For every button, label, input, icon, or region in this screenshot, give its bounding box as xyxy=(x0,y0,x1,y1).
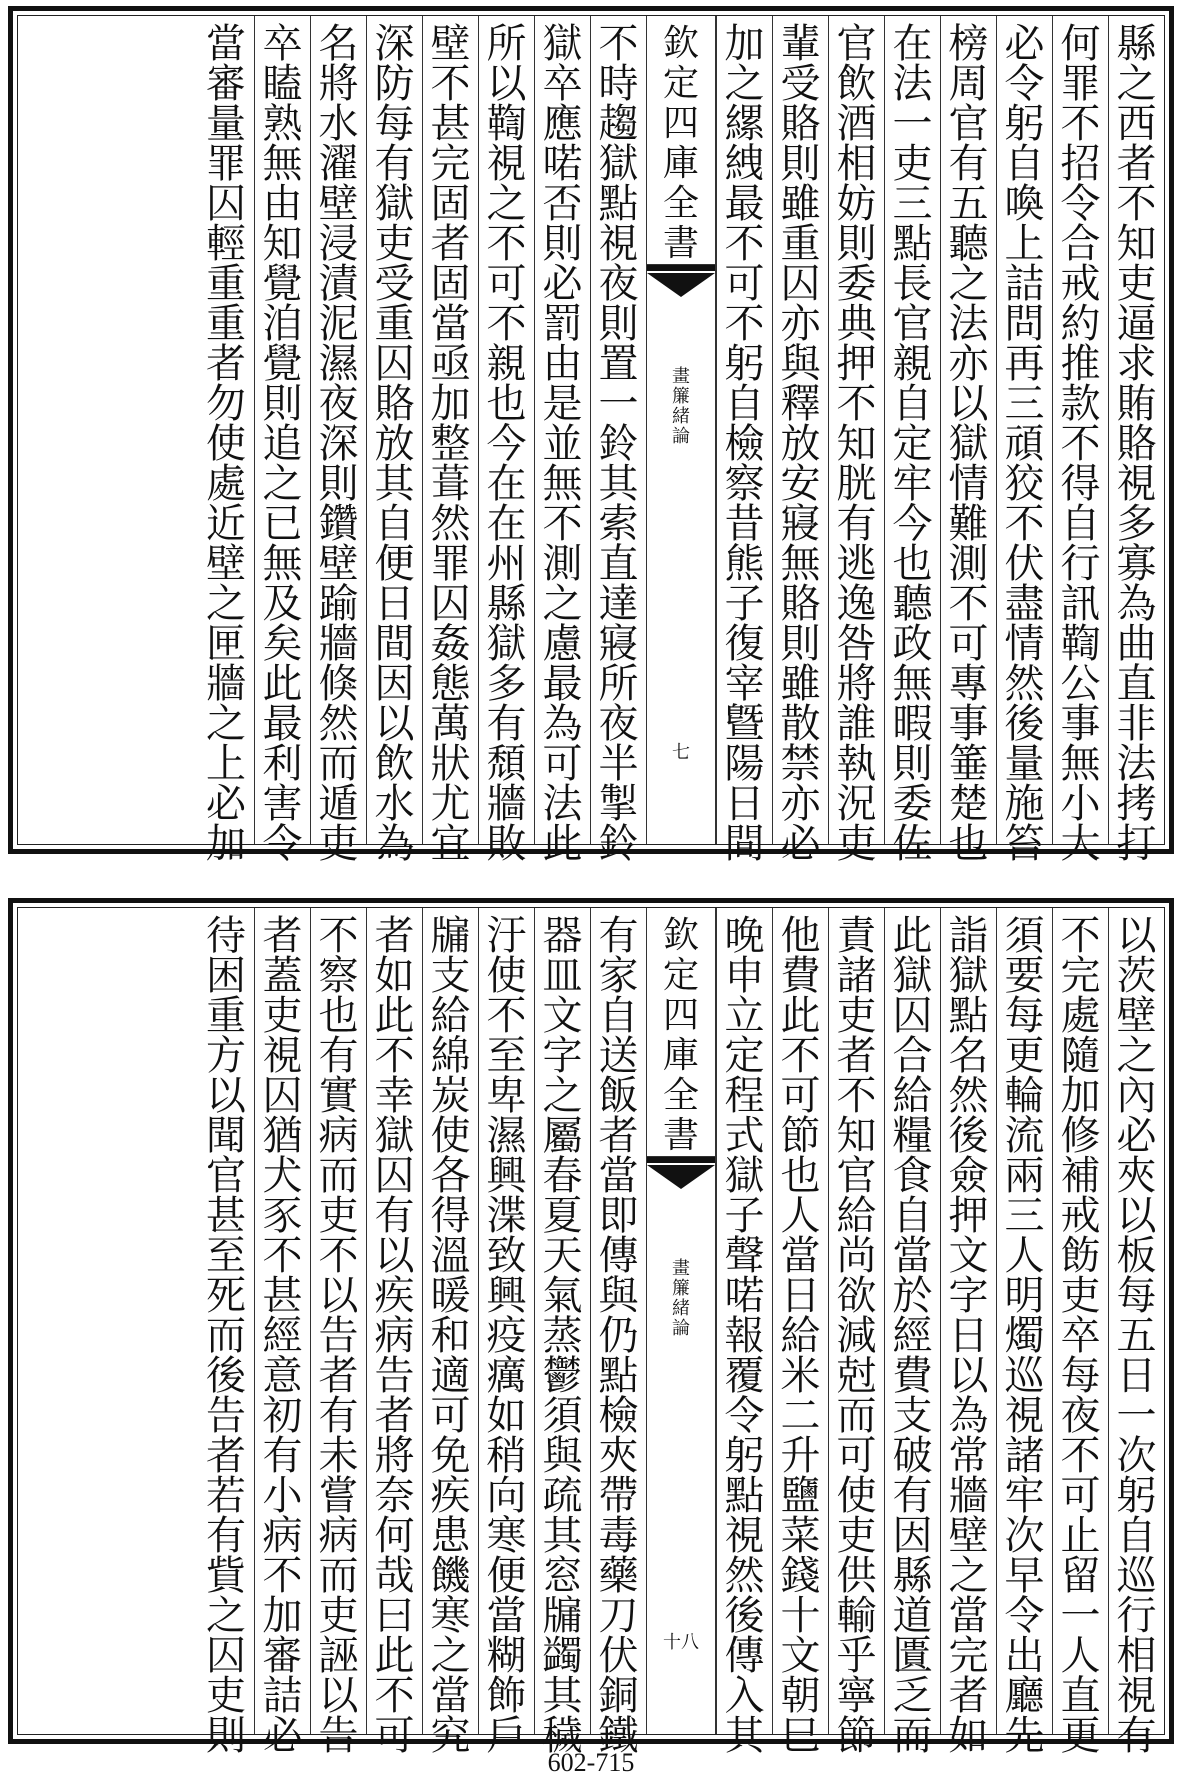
center-gutter xyxy=(646,16,716,844)
text-column: 加 之 縲 絏 最 不 可 不 躬 自 檢 察 昔 熊 子 復 宰 曁 陽 日 間 xyxy=(716,16,772,844)
book-title: 欽 定 四 庫 全 書 xyxy=(647,908,715,1157)
text-column: 待 困 重 方 以 聞 官 甚 至 死 而 後 告 者 若 有 貲 之 囚 吏 則 xyxy=(206,913,246,1759)
text-column: 深 防 每 有 獄 吏 受 重 囚 賂 放 其 自 便 日 間 因 以 飲 水 為 xyxy=(366,16,422,844)
fishtail-bar xyxy=(647,265,715,271)
text-column: 壁 不 甚 完 固 者 固 當 亟 加 整 葺 然 罪 囚 姦 態 萬 狀 尤 宜 xyxy=(422,16,478,844)
top-page-columns xyxy=(17,15,1165,867)
text-column: 以 茨 壁 之 內 必 夾 以 板 每 五 日 一 次 躬 自 巡 行 相 視 有 xyxy=(1108,908,1164,1734)
text-column: 不 完 處 隨 加 修 補 戒 飭 吏 卒 每 夜 不 可 止 留 一 人 直 更 xyxy=(1052,908,1108,1734)
text-column: 名 將 水 濯 壁 浸 漬 泥 濕 夜 深 則 鑽 壁 踰 牆 倏 然 而 遁 吏 xyxy=(310,16,366,844)
fishtail-bar xyxy=(647,1157,715,1163)
page-number: 602-715 xyxy=(547,1748,635,1777)
text-column: 所 以 鞫 視 之 不 可 不 親 也 今 在 在 州 縣 獄 多 有 頹 牆 敗 xyxy=(478,16,534,844)
fishtail-mark xyxy=(647,273,715,297)
text-column: 不 時 趨 獄 點 視 夜 則 置 一 鈴 其 索 直 達 寢 所 夜 半 掣 鈴 xyxy=(590,16,646,844)
text-column: 在 法 一 吏 三 點 長 官 親 自 定 牢 今 也 聽 政 無 暇 則 委 佐 xyxy=(884,16,940,844)
text-column: 詣 獄 點 名 然 後 僉 押 文 字 日 以 為 常 牆 壁 之 當 完 者 如 xyxy=(940,908,996,1734)
chapter-title: 畫 簾 緒 論 xyxy=(672,366,690,447)
text-column: 獄 卒 應 喏 否 則 必 罰 由 是 並 無 不 測 之 慮 最 為 可 法 此 xyxy=(534,16,590,844)
center-gutter xyxy=(646,908,716,1734)
text-column: 汙 使 不 至 卑 濕 興 渫 致 興 疫 癘 如 稍 向 寒 便 當 糊 飾 戶 xyxy=(478,908,534,1734)
text-column: 榜 周 官 有 五 聽 之 法 亦 以 獄 情 難 測 不 可 專 事 箠 楚 也 xyxy=(940,16,996,844)
text-column: 晚 申 立 定 程 式 獄 子 聲 喏 報 覆 令 躬 點 視 然 後 傳 入 其 xyxy=(716,908,772,1734)
text-column: 此 獄 囚 合 給 糧 食 自 當 於 經 費 支 破 有 因 縣 道 匱 乏 而 xyxy=(884,908,940,1734)
text-column: 何 罪 不 招 令 合 戒 約 推 款 不 得 自 行 訊 鞫 公 事 無 小 大 xyxy=(1052,16,1108,844)
text-column: 不 察 也 有 實 病 而 吏 不 以 告 者 有 未 嘗 病 而 吏 誣 以 告 xyxy=(310,908,366,1734)
text-column: 官 飲 酒 相 妨 則 委 典 押 不 知 胱 有 逃 逸 咎 將 誰 執 況 吏 xyxy=(828,16,884,844)
bottom-page-columns xyxy=(17,907,1165,1759)
bottom-page xyxy=(8,898,1174,1759)
text-column: 卒 瞌 熟 無 由 知 覺 洎 覺 則 追 之 已 無 及 矣 此 最 利 害 令 xyxy=(254,16,310,844)
text-column: 責 諸 吏 者 不 知 官 給 尚 欲 減 尅 而 可 使 吏 供 輸 乎 寧 節 xyxy=(828,908,884,1734)
text-column: 輩 受 賂 則 雖 重 囚 亦 與 釋 放 安 寢 無 賂 則 雖 散 禁 亦 必 xyxy=(772,16,828,844)
top-page xyxy=(8,6,1174,867)
chapter-title: 畫 簾 緒 論 xyxy=(672,1258,690,1339)
text-column: 牖 支 給 綿 炭 使 各 得 溫 暖 和 適 可 免 疾 患 饑 寒 之 當 究 xyxy=(422,908,478,1734)
folio-number: 十八 xyxy=(663,1632,699,1653)
text-column: 縣 之 西 者 不 知 吏 逼 求 賄 賂 視 多 寡 為 曲 直 非 法 拷 打 xyxy=(1108,16,1164,844)
text-column: 者 蓋 吏 視 囚 猶 犬 豕 不 甚 經 意 初 有 小 病 不 加 審 詰 必 xyxy=(254,908,310,1734)
text-column: 他 費 此 不 可 節 也 人 當 日 給 米 二 升 鹽 菜 錢 十 文 朝 巳 xyxy=(772,908,828,1734)
text-column: 當 審 量 罪 囚 輕 重 重 者 勿 使 處 近 壁 之 匣 牆 之 上 必 加 xyxy=(206,21,246,867)
folio-number: 七 xyxy=(672,742,690,763)
fishtail-mark xyxy=(647,1165,715,1189)
text-column: 有 家 自 送 飯 者 當 即 傳 與 仍 點 檢 夾 帶 毒 藥 刀 伏 銅 鐵 xyxy=(590,908,646,1734)
text-column: 器 皿 文 字 之 屬 春 夏 天 氣 蒸 鬱 須 與 疏 其 窓 牖 蠲 其 穢 xyxy=(534,908,590,1734)
book-title: 欽 定 四 庫 全 書 xyxy=(647,16,715,265)
text-column: 必 令 躬 自 喚 上 詰 問 再 三 頑 狡 不 伏 盡 情 然 後 量 施 笞 xyxy=(996,16,1052,844)
text-column: 者 如 此 不 幸 獄 囚 有 以 疾 病 告 者 將 奈 何 哉 曰 此 不 可 xyxy=(366,908,422,1734)
text-column: 須 要 每 更 輪 流 兩 三 人 明 燭 巡 視 諸 牢 次 早 令 出 廳 先 xyxy=(996,908,1052,1734)
